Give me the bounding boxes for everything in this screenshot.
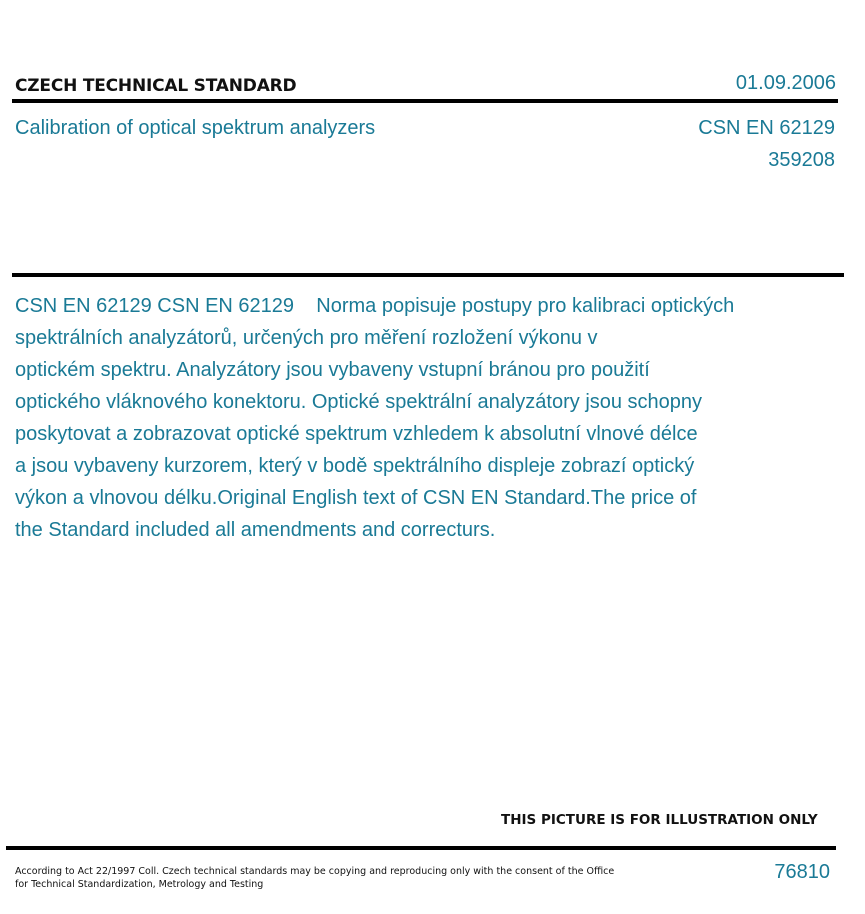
description-line: CSN EN 62129 CSN EN 62129 Norma popisuje postupy pro kalibraci optických (15, 295, 735, 317)
description-line: the Standard included all amendments and correcturs. (15, 519, 496, 541)
standard-type-label: CZECH TECHNICAL STANDARD (15, 76, 297, 96)
section-divider (12, 273, 844, 277)
document-number: 359208 (768, 149, 835, 171)
description-line: poskytovat a zobrazovat optické spektrum vzhledem k absolutní vlnové délce (15, 423, 698, 445)
footer-divider (6, 846, 836, 850)
header-divider (12, 99, 838, 103)
description-line: spektrálních analyzátorů, určených pro měření rozložení výkonu v (15, 327, 598, 349)
document-code: CSN EN 62129 (698, 117, 835, 139)
legal-notice-line: for Technical Standardization, Metrology and Testing (15, 879, 264, 890)
description-line: a jsou vybaveny kurzorem, který v bodě spektrálního displeje zobrazí optický (15, 455, 695, 477)
description-line: optickém spektru. Analyzátory jsou vybaveny vstupní bránou pro použití (15, 359, 650, 381)
document-description (15, 290, 805, 546)
description-line: výkon a vlnovou délku.Original English text of CSN EN Standard.The price of (15, 487, 697, 509)
legal-notice-line: According to Act 22/1997 Coll. Czech technical standards may be copying and reproducing only with the consent of the Office (15, 866, 615, 877)
document-title: Calibration of optical spektrum analyzers (15, 117, 376, 139)
legal-notice (15, 865, 614, 891)
publication-date: 01.09.2006 (735, 72, 836, 94)
footer-number: 76810 (774, 861, 830, 883)
illustration-disclaimer: THIS PICTURE IS FOR ILLUSTRATION ONLY (501, 812, 818, 828)
description-line: optického vláknového konektoru. Optické spektrální analyzátory jsou schopny (15, 391, 703, 413)
